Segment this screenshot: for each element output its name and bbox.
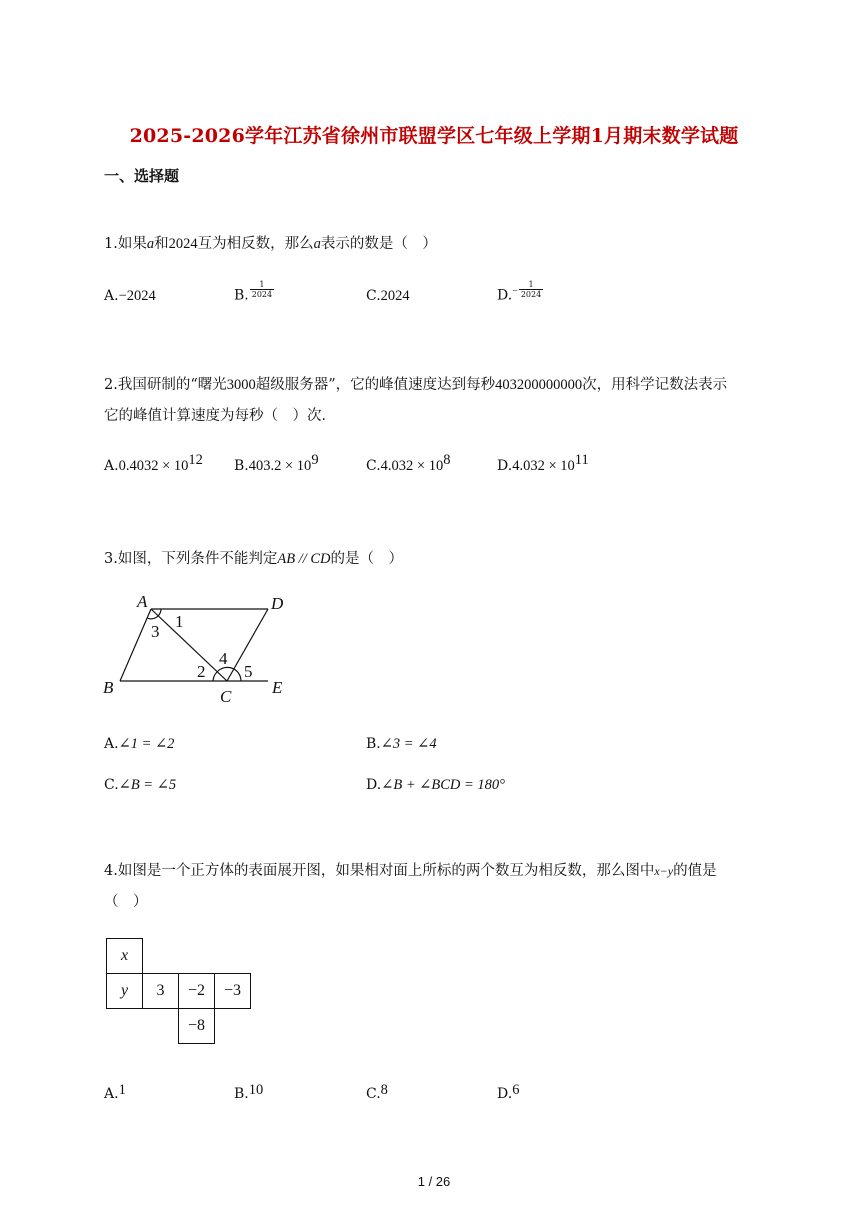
option-label: B. xyxy=(366,736,381,752)
net-blank xyxy=(107,1009,143,1044)
option-value: 2024 xyxy=(380,288,410,304)
net-cell: 3 xyxy=(143,974,179,1009)
fraction-numerator: 1 xyxy=(259,280,265,289)
option-label: C. xyxy=(104,777,119,793)
q4-option-c[interactable] xyxy=(366,1082,388,1102)
net-blank xyxy=(179,939,215,974)
q1-var-a2: a xyxy=(313,236,321,252)
option-label: B. xyxy=(234,287,249,304)
fraction-denominator: 2024 xyxy=(251,290,273,299)
segment-ac xyxy=(151,609,227,681)
q2-number-1: 3000 xyxy=(226,377,256,393)
net-cell-value: y xyxy=(120,982,129,999)
q2-text-b: 超级服务器”，它的峰值速度达到每秒 xyxy=(255,377,496,393)
q3-option-a[interactable] xyxy=(104,736,174,753)
point-e-label: E xyxy=(272,678,283,697)
question-1 xyxy=(104,232,437,253)
q3-option-d[interactable] xyxy=(366,777,505,794)
point-b-label: B xyxy=(103,678,114,697)
option-base: 0.4032 × 10 xyxy=(118,458,189,474)
net-cell-y xyxy=(107,974,143,1009)
option-label: A. xyxy=(104,288,119,304)
q2-text-c: 次，用科学记数法表示 xyxy=(582,377,728,393)
page-number: 1 / 26 xyxy=(417,1174,451,1189)
net-cell-x xyxy=(107,939,143,974)
fraction-numerator: 1 xyxy=(528,280,534,289)
net-cell: −3 xyxy=(215,974,251,1009)
option-label: D. xyxy=(366,777,382,793)
option-exponent: 12 xyxy=(188,452,203,468)
option-base: 403.2 × 10 xyxy=(248,458,312,474)
net-cell-value: x xyxy=(120,947,129,964)
question-2-line-1 xyxy=(104,373,727,394)
question-3 xyxy=(104,547,403,568)
section-heading: 一、选择题 xyxy=(104,167,180,185)
angle-3-arc xyxy=(147,616,158,619)
option-label: D. xyxy=(497,458,513,474)
option-value: 8 xyxy=(380,1082,388,1098)
fraction xyxy=(250,280,274,299)
point-a-label: A xyxy=(137,592,148,611)
angle-5-arc xyxy=(234,669,241,681)
option-label: A. xyxy=(104,736,119,752)
angle-1-arc xyxy=(158,609,161,616)
q1-and: 和 xyxy=(154,236,169,252)
q2-option-a[interactable] xyxy=(104,452,203,475)
option-label: D. xyxy=(497,1086,513,1102)
net-blank xyxy=(143,939,179,974)
q2-number-2: 403200000000 xyxy=(495,377,583,393)
q2-option-b[interactable] xyxy=(234,452,319,475)
fraction-denominator: 2024 xyxy=(520,290,542,299)
q1-option-d[interactable] xyxy=(497,280,543,304)
fraction xyxy=(519,280,543,299)
q2-option-d[interactable] xyxy=(497,452,589,475)
segment-ab xyxy=(120,609,151,681)
minus-sign: − xyxy=(512,285,518,297)
option-exponent: 8 xyxy=(443,452,451,468)
option-label: B. xyxy=(234,1086,249,1102)
option-label: A. xyxy=(104,458,119,474)
net-blank xyxy=(215,1009,251,1044)
option-label: B. xyxy=(234,458,249,474)
option-label: D. xyxy=(497,287,513,304)
q3-prefix: 3.如图，下列条件不能判定 xyxy=(104,551,278,567)
net-cell: −2 xyxy=(179,974,215,1009)
point-c-label: C xyxy=(220,687,232,706)
q4-expression: x−y xyxy=(654,864,674,878)
option-value: −2024 xyxy=(118,288,156,304)
option-exponent: 11 xyxy=(574,452,589,468)
q4-option-b[interactable] xyxy=(234,1082,263,1102)
page-title: 2025-2026学年江苏省徐州市联盟学区七年级上学期1月期末数学试题 xyxy=(129,125,739,147)
q1-prefix: 1.如果 xyxy=(104,236,147,252)
q1-mid: 互为相反数，那么 xyxy=(197,236,314,252)
angle-1-label: 1 xyxy=(175,612,184,631)
net-blank xyxy=(143,1009,179,1044)
option-value: ∠B = ∠5 xyxy=(118,777,177,793)
option-value: ∠B + ∠BCD = 180° xyxy=(381,777,505,793)
q3-option-b[interactable] xyxy=(366,736,437,753)
option-label: C. xyxy=(366,1086,381,1102)
option-base: 4.032 × 10 xyxy=(380,458,444,474)
option-value: ∠3 = ∠4 xyxy=(380,736,437,752)
option-value: 1 xyxy=(118,1082,126,1098)
point-d-label: D xyxy=(271,594,284,613)
q2-text-a: 2.我国研制的“曙光 xyxy=(104,377,227,393)
q3-suffix: 的是（ ） xyxy=(330,551,404,567)
option-value: ∠1 = ∠2 xyxy=(118,736,175,752)
q1-option-a[interactable] xyxy=(104,288,156,305)
cube-net xyxy=(106,938,251,1044)
angle-2-label: 2 xyxy=(197,662,206,681)
q3-condition: AB // CD xyxy=(277,551,331,567)
option-value: 10 xyxy=(248,1082,264,1098)
parallelogram-figure xyxy=(95,590,295,710)
q4-text-b: 的值是 xyxy=(673,863,717,879)
q4-option-d[interactable] xyxy=(497,1082,519,1102)
q2-option-c[interactable] xyxy=(366,452,451,475)
question-4-line-2: （ ） xyxy=(104,894,148,910)
q1-suffix: 表示的数是（ ） xyxy=(320,236,437,252)
angle-5-label: 5 xyxy=(244,662,253,681)
angle-3-label: 3 xyxy=(151,622,160,641)
net-blank xyxy=(215,939,251,974)
option-value: 6 xyxy=(512,1082,520,1098)
option-label: C. xyxy=(366,288,381,304)
option-exponent: 9 xyxy=(311,452,319,468)
option-label: C. xyxy=(366,458,381,474)
q4-text-a: 4.如图是一个正方体的表面展开图，如果相对面上所标的两个数互为相反数，那么图中 xyxy=(104,863,655,879)
angle-4-label: 4 xyxy=(219,649,228,668)
q3-option-c[interactable] xyxy=(104,777,176,794)
q1-number: 2024 xyxy=(168,236,198,252)
option-base: 4.032 × 10 xyxy=(512,458,575,474)
q1-option-c[interactable] xyxy=(366,288,410,305)
net-cell: −8 xyxy=(179,1009,215,1044)
angle-2-arc xyxy=(213,672,217,681)
question-2-line-2: 它的峰值计算速度为每秒（ ）次． xyxy=(104,408,336,424)
q1-option-b[interactable] xyxy=(234,280,274,304)
angle-4-arc xyxy=(217,667,234,672)
question-4-line-1 xyxy=(104,859,717,880)
q4-option-a[interactable] xyxy=(104,1082,126,1102)
q1-var-a: a xyxy=(146,236,155,252)
option-label: A. xyxy=(104,1086,119,1102)
